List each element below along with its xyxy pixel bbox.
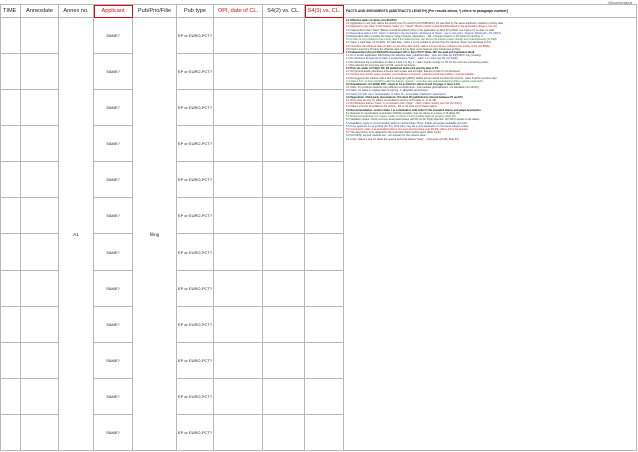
col-header-annex-no: Annex no. [59, 5, 94, 18]
s43-cell[interactable] [305, 234, 344, 270]
s43-cell[interactable] [305, 54, 344, 90]
time-cell[interactable] [1, 162, 21, 198]
facts-line: 0.1 Application in suit (A1) claims the priority from P1 and P2 (Art 87/88 EPC); P1 was filed by the same applicant; entitled to priority date. [346, 22, 504, 26]
pub-type-cell[interactable]: EP or EURO-PCT? [177, 126, 214, 162]
pub-type-cell[interactable]: EP or EURO-PCT? [177, 306, 214, 342]
applicant-cell[interactable]: SAME? [94, 162, 133, 198]
facts-line: 3.3 Clarity (Art 84): term "substantially" in claim 15 - acceptable if defined in description. [346, 92, 447, 96]
facts-line: 0.2 Applicant's (A1) claim 1 with feature "base" (i.e. "Stand" "Basis") which is described/disclosed in the application (Page 1, line 11). [346, 25, 498, 29]
facts-line: 4.2 D4 discloses feature "base" in combination with "edge" - claim 1 lacks novelty over D4 (Art 54(2)). [346, 102, 463, 106]
facts-line: 6.1 Unity: claims 1 and 13 share the special technical feature "base" - unity given (Art 82, Rule 44). [346, 137, 460, 141]
s43-cell[interactable] [305, 126, 344, 162]
applicant-cell[interactable]: SAME? [94, 306, 133, 342]
col-header-applicant: Applicant [94, 5, 133, 18]
table-row [1, 18, 637, 54]
time-cell[interactable] [1, 414, 21, 450]
applicant-cell[interactable]: SAME? [94, 342, 133, 378]
s42-cell[interactable] [263, 414, 305, 450]
annex-no-cell[interactable]: A1 [59, 18, 94, 451]
pub-type-cell[interactable]: EP or EURO-PCT? [177, 90, 214, 126]
pub-type-cell[interactable]: EP or EURO-PCT? [177, 162, 214, 198]
annexdate-cell[interactable] [21, 90, 59, 126]
facts-line: 1.1 D1 is an EP application filed before the effective date, published after - prior art under Art 54(3) EPC only (novelty). [346, 54, 482, 58]
applicant-cell[interactable]: SAME? [94, 90, 133, 126]
pub-type-cell[interactable]: EP or EURO-PCT? [177, 414, 214, 450]
header-row [1, 5, 637, 18]
pub-type-cell[interactable]: EP or EURO-PCT? [177, 198, 214, 234]
analysis-table [0, 4, 637, 451]
facts-line: 3.2 Claim 14: basis in original claim 6 and Fig. 4; allowable amendment. [346, 89, 429, 93]
col-header-time: TIME [1, 5, 21, 18]
time-cell[interactable] [1, 306, 21, 342]
facts-line: 2.2 Closest prior art D2: same purpose, most features in common; objective technical problem: improve stability. [346, 73, 475, 77]
annexdate-cell[interactable] [21, 234, 59, 270]
s43-cell[interactable] [305, 342, 344, 378]
s43-cell[interactable] [305, 18, 344, 54]
s42-cell[interactable] [263, 90, 305, 126]
time-cell[interactable] [1, 54, 21, 90]
time-cell[interactable] [1, 90, 21, 126]
pub-type-cell[interactable]: EP or EURO-PCT? [177, 234, 214, 270]
facts-line: 1.0 Independent (A1) Art 54(3) EPC document: EP or Euro-PCT? (Rule 165: fee paid and translation filed). [346, 51, 475, 55]
time-cell[interactable] [1, 342, 21, 378]
applicant-cell[interactable]: SAME? [94, 198, 133, 234]
pub-type-cell[interactable]: EP or EURO-PCT? [177, 54, 214, 90]
facts-line: 1.2 D1 discloses all features of claim 1 except feature "base" - claim 1 is novel over D1 (Art 54(3)). [346, 57, 459, 61]
opi-date-cell[interactable] [214, 90, 263, 126]
pub-type-cell[interactable]: EP or EURO-PCT? [177, 18, 214, 54]
opi-date-cell[interactable] [214, 306, 263, 342]
facts-line: 2.3 D3 suggests the solution with a hint in paragraph [0015]; skilled person would combine D2 and D3 - claim 5 lacks inventive step. [346, 76, 498, 80]
facts-line: 0.6 A claim is only entitled to the priority date if the skilled person can derive the subject-matter directly and unambiguously (G 2/98). [346, 38, 498, 42]
annexdate-cell[interactable] [21, 162, 59, 198]
opi-date-cell[interactable] [214, 162, 263, 198]
time-cell[interactable] [1, 270, 21, 306]
col-header-facts: FACTS AND ARGUMENTS (ABSTRACTS LENGTH) [Per results below, *) refers to paragraph number] [344, 5, 637, 18]
s42-cell[interactable] [263, 198, 305, 234]
annexdate-cell[interactable] [21, 378, 59, 414]
facts-line: 3.0 Amendments: Art 123(2) EPC - basis in A1 as filed for claims 9 and 12 (page 4, lines 3-10). [346, 83, 461, 87]
facts-line: 2.4 Claims 6-8: no hint in D2/D3 to add the feature "groove" - inventive step acknowledged (problem-solution approach). [346, 79, 484, 83]
applicant-cell[interactable]: SAME? [94, 378, 133, 414]
s43-cell[interactable] [305, 306, 344, 342]
s42-cell[interactable] [263, 126, 305, 162]
col-header-annexdate: Annexdate [21, 5, 59, 18]
applicant-cell[interactable]: SAME? [94, 270, 133, 306]
s43-cell[interactable] [305, 378, 344, 414]
pub-prio-cell[interactable]: filing [133, 18, 177, 451]
time-cell[interactable] [1, 378, 21, 414]
pub-type-cell[interactable]: EP or EURO-PCT? [177, 378, 214, 414]
facts-line: 5.6 Conclusion: claim 1 as amended (claim 1+6) novel and inventive over D1-D4; claims 2-5 to be deleted. [346, 127, 469, 131]
time-cell[interactable] [1, 198, 21, 234]
page-label: //Anonymized [607, 0, 632, 5]
col-header-s42: S4(2) vs. CL. [263, 5, 305, 18]
facts-line: 0.5 Dependent claim 4 recites the feature "edge" (Kante), dependent - "D2 - compare feature in P1 [claim 5]" and Fig. 3. [346, 35, 484, 39]
applicant-cell[interactable]: SAME? [94, 54, 133, 90]
facts-line: 4.1 D4 is prior art only for claims not entitled to priority of P1 (claim 1, 9, 11-15). [346, 99, 437, 103]
col-header-opi-date: OPI, date of CL. [214, 5, 263, 18]
opi-date-cell[interactable] [214, 54, 263, 90]
facts-line: 0.8 Therefore the effective date of claim 1 is the filing date of P2; claims 2-8 and 10 are entitled to the priority of P1 (Art 88(3)). [346, 44, 491, 48]
s42-cell[interactable] [263, 270, 305, 306]
opi-date-cell[interactable] [214, 234, 263, 270]
facts-line: 0.4 Dependent claims 2-15: "base" is defined in the description; disclosure of "base" - see to this point, "feature" (Merkmal) + P1 [0037]. [346, 31, 502, 35]
time-cell[interactable] [1, 18, 21, 54]
facts-line: 6.0 (Art 54(5)) second medical use - not relevant for the present case. [346, 134, 427, 138]
opi-date-cell[interactable] [214, 18, 263, 54]
applicant-cell[interactable]: SAME? [94, 234, 133, 270]
s43-cell[interactable] [305, 270, 344, 306]
facts-line: 0.9 Claims 9 and 11-15 have the effective date of A1 as filed, since features only introduced at filing. [346, 47, 461, 51]
s42-cell[interactable] [263, 18, 305, 54]
s42-cell[interactable] [263, 342, 305, 378]
annexdate-cell[interactable] [21, 306, 59, 342]
opi-date-cell[interactable] [214, 378, 263, 414]
opi-date-cell[interactable] [214, 198, 263, 234]
s43-cell[interactable] [305, 90, 344, 126]
facts-line: 3.1 Claim 13 combines features from different embodiments - intermediate generalisation, not allowable (Art 123(2)). [346, 86, 480, 90]
annexdate-cell[interactable] [21, 270, 59, 306]
facts-line: 5.3 Validation states: check common designated states with D1 for Art 54(3) objection (Art 54(3) applies to all states). [346, 118, 481, 122]
applicant-cell[interactable]: SAME? [94, 414, 133, 450]
facts-line: 5.4 Deadlines: reply to communication within 4 months (Rule 71(1)); further processing available (Art 121). [346, 121, 468, 125]
s42-cell[interactable] [263, 234, 305, 270]
annexdate-cell[interactable] [21, 342, 59, 378]
s42-cell[interactable] [263, 54, 305, 90]
opi-date-cell[interactable] [214, 414, 263, 450]
pub-type-cell[interactable]: EP or EURO-PCT? [177, 270, 214, 306]
annexdate-cell[interactable] [21, 198, 59, 234]
opi-date-cell[interactable] [214, 126, 263, 162]
time-cell[interactable] [1, 126, 21, 162]
s42-cell[interactable] [263, 306, 305, 342]
s43-cell[interactable] [305, 162, 344, 198]
annexdate-cell[interactable] [21, 126, 59, 162]
s43-cell[interactable] [305, 198, 344, 234]
facts-line: 5.0 Recommendation: restrict claim 1 to combination with claim 6; file amended claims and adapt description. [346, 108, 482, 112]
pub-type-cell[interactable]: EP or EURO-PCT? [177, 342, 214, 378]
facts-line: 5.5 If the applicant is not entitled (Art 61), third party may file a new application for the same subject-matter. [346, 124, 469, 128]
col-header-s43: S4(3) vs. CL. [305, 5, 344, 18]
facts-line: 5.7 The description to be adapted to the amended claims before grant (Rule 71(3)). [346, 131, 442, 135]
facts-line: 1.3 D1 discloses the combination of claims 1 and 4 in Fig. 2 - claim 4 lacks novelty vs. D1 for the common contracting states. [346, 60, 490, 64]
opi-date-cell[interactable] [214, 342, 263, 378]
col-header-pub-prio-filing: Pub/Prio/Filie [133, 5, 177, 18]
annexdate-cell[interactable] [21, 414, 59, 450]
applicant-cell[interactable]: SAME? [94, 126, 133, 162]
s42-cell[interactable] [263, 162, 305, 198]
facts-line: 2.0 Prior art under Art 54(2): D2, D3 published before the priority date of P1. [346, 67, 439, 71]
annexdate-cell[interactable] [21, 54, 59, 90]
facts-line: 4.0 Opposition / third party observations: D4 cited; D4 published in interval between P1 and P2. [346, 95, 464, 99]
facts-text [346, 19, 634, 449]
s43-cell[interactable] [305, 414, 344, 450]
facts-line: 0.7 Claim 1 valid date: 21.01.2021, P2 valid date - claim 1 is not entitled to priority from P1 (feature "base" not disclosed in P1). [346, 41, 492, 45]
applicant-cell[interactable]: SAME? [94, 18, 133, 54]
s42-cell[interactable] [263, 378, 305, 414]
facts-line: 2.1 D2 (journal article) discloses a device with a base and an edge; feature of claim 5 not disclosed. [346, 70, 461, 74]
facts-cell[interactable] [344, 18, 637, 451]
facts-line: 0.1 Effective dates of claims (Art 89 EPC) [346, 19, 397, 22]
annexdate-cell[interactable] [21, 18, 59, 54]
facts-line: 1.4 Not relevant for inventive step (Art 56, second sentence). [346, 63, 416, 67]
facts-line: 5.2 Divisional application for subject-matter of claims 13-15 possible while A1 pending (Rule 36). [346, 115, 457, 119]
col-header-pub-type: Pub type [177, 5, 214, 18]
facts-line: 5.1 Request for accelerated examination (PACE) possible; fees for claims in excess of 15 (Rule 45). [346, 111, 461, 115]
facts-line: 4.3 Claims 2-8 and 10 entitled to P1 priority - D4 is not prior art for these claims. [346, 105, 438, 109]
time-cell[interactable] [1, 234, 21, 270]
opi-date-cell[interactable] [214, 270, 263, 306]
facts-line: 0.3 Independent claim "base" (Basis) overall described partly in the application as filed (P1) [0022, see Figure 2]; so claim is valid. [346, 28, 495, 32]
